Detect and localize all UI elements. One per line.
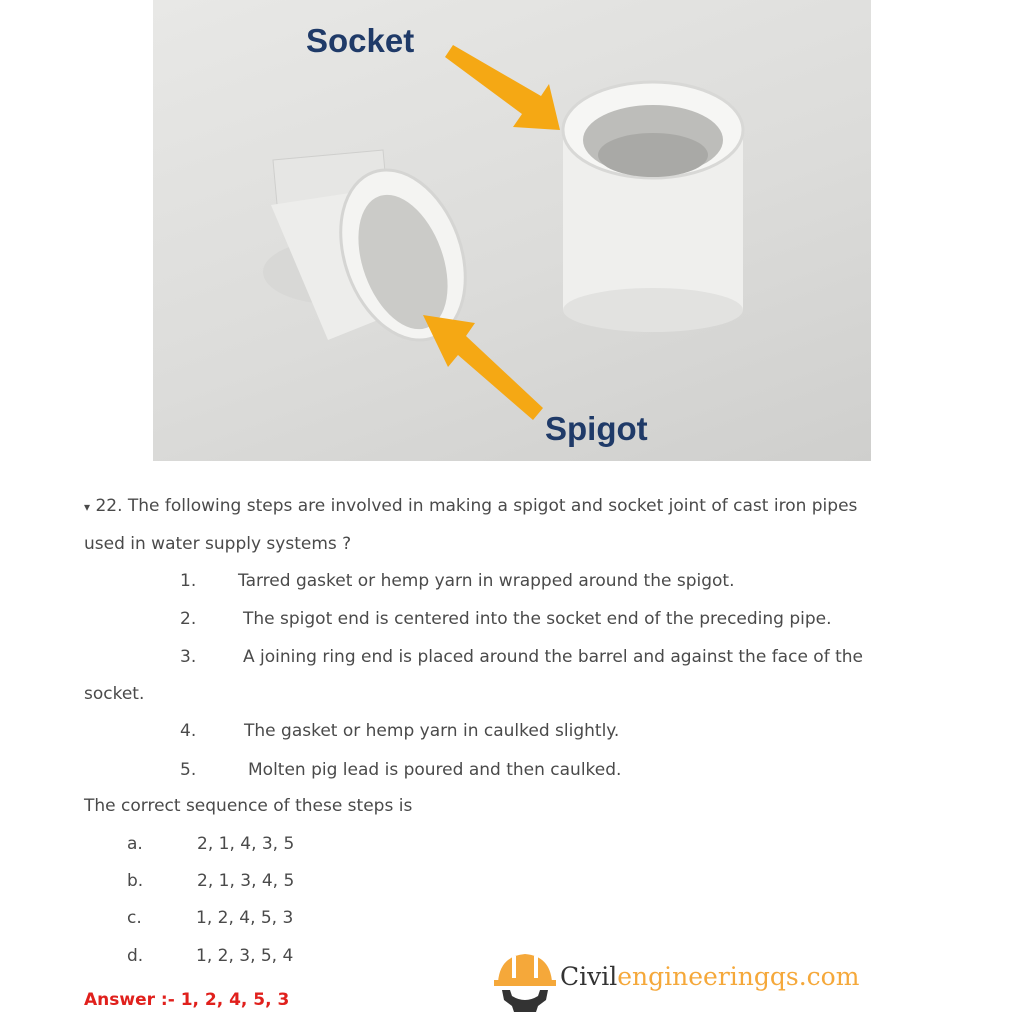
step-text: Molten pig lead is poured and then caulked. — [248, 760, 622, 780]
question-line-2: used in water supply systems ? — [84, 534, 352, 554]
spigot-arrow — [423, 315, 543, 420]
option-letter: b. — [127, 871, 144, 891]
step-text: A joining ring end is placed around the barrel and against the face of the — [243, 647, 863, 667]
step-number: 2. — [180, 609, 197, 629]
spigot-socket-photo — [153, 0, 871, 461]
helmet-gear-icon — [492, 948, 558, 1014]
answer-text: Answer :- 1, 2, 4, 5, 3 — [84, 990, 290, 1010]
step-number: 5. — [180, 760, 197, 780]
step-number: 4. — [180, 721, 197, 741]
option-letter: d. — [127, 946, 144, 966]
step-text: The spigot end is centered into the socket end of the preceding pipe. — [243, 609, 832, 629]
pipe-fittings-illustration — [153, 0, 871, 461]
question-line-1: ▾ 22. The following steps are involved in making a spigot and socket joint of cast iron pipes — [84, 496, 858, 516]
step-text-wrap: socket. — [84, 684, 145, 704]
spigot-label: Spigot — [545, 410, 648, 447]
socket-fitting — [563, 82, 743, 332]
option-value: 1, 2, 4, 5, 3 — [196, 908, 294, 928]
option-letter: c. — [127, 908, 142, 928]
question-prompt: The correct sequence of these steps is — [84, 796, 413, 816]
option-value: 1, 2, 3, 5, 4 — [196, 946, 294, 966]
brand-wordmark: Civilengineeringqs.com — [560, 962, 860, 991]
socket-label: Socket — [306, 22, 415, 59]
option-value: 2, 1, 3, 4, 5 — [197, 871, 295, 891]
option-value: 2, 1, 4, 3, 5 — [197, 834, 295, 854]
socket-arrow — [445, 45, 560, 130]
step-number: 1. — [180, 571, 197, 591]
step-number: 3. — [180, 647, 197, 667]
option-letter: a. — [127, 834, 143, 854]
collapse-marker-icon[interactable]: ▾ — [84, 500, 91, 514]
step-text: The gasket or hemp yarn in caulked slightly. — [244, 721, 620, 741]
step-text: Tarred gasket or hemp yarn in wrapped around the spigot. — [238, 571, 735, 591]
